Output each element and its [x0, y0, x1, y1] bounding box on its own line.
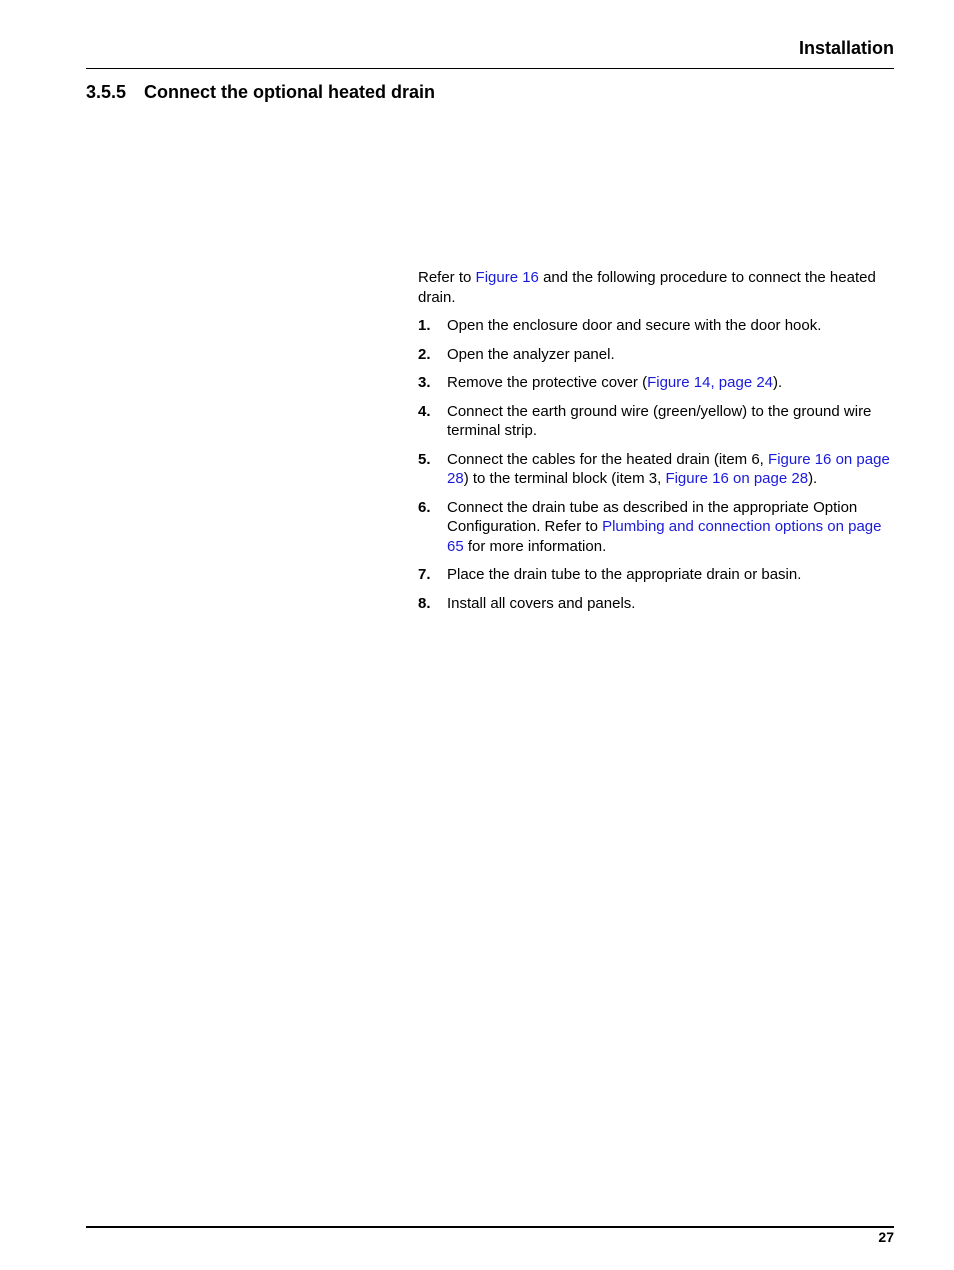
step-number: 3. — [418, 374, 431, 391]
step-text: Install all covers and panels. — [447, 594, 636, 612]
page-header-title: Installation — [798, 38, 894, 58]
header-rule — [86, 68, 894, 69]
intro-paragraph — [418, 268, 890, 307]
step-text: Connect the earth ground wire (green/yellow) to the ground wire terminal strip. — [447, 402, 872, 439]
step-number: 8. — [418, 594, 431, 612]
step-item — [418, 373, 890, 393]
section-number: 3.5.5 — [86, 82, 127, 102]
step-number: 5. — [418, 450, 431, 468]
section-title: Connect the optional heated drain — [144, 82, 436, 102]
step-text: Open the enclosure door and secure with the door hook. — [447, 317, 822, 334]
step-text-post: ). — [773, 374, 783, 391]
step-item — [418, 498, 890, 557]
step-text-mid: ) to the terminal block (item 3, — [463, 470, 666, 487]
plumbing-options-link[interactable]: Plumbing and connection options on page 65 — [447, 518, 882, 555]
step-text-pre: Connect the drain tube as described in the appropriate Option Configuration. Refer to — [447, 498, 858, 535]
page-number: 27 — [878, 1229, 894, 1245]
step-text-post: ). — [808, 470, 818, 487]
step-text-pre: Remove the protective cover ( — [447, 374, 648, 391]
intro-text-post: and the following procedure to connect the heated drain. — [418, 269, 876, 306]
step-number: 2. — [418, 345, 431, 363]
procedure-content — [418, 268, 890, 622]
step-text: Open the analyzer panel. — [447, 345, 615, 363]
section-heading — [86, 82, 435, 103]
step-text: Place the drain tube to the appropriate drain or basin. — [447, 566, 802, 583]
step-item — [418, 345, 890, 365]
intro-text-pre: Refer to — [418, 269, 476, 286]
procedure-steps — [418, 316, 890, 613]
step-item — [418, 594, 890, 614]
figure-16-link[interactable]: Figure 16 on page 28 — [665, 470, 809, 487]
step-text-post: for more information. — [463, 537, 607, 555]
intro-figure-link[interactable]: Figure 16 — [475, 269, 539, 286]
footer-rule — [86, 1226, 894, 1228]
step-item — [418, 402, 890, 441]
step-text-pre: Connect the cables for the heated drain (item 6, — [447, 450, 769, 468]
step-number: 4. — [418, 402, 431, 420]
step-item — [418, 450, 890, 489]
figure-16-link[interactable]: Figure 16 on page 28 — [447, 450, 890, 487]
step-item — [418, 565, 890, 585]
step-number: 6. — [418, 498, 431, 516]
step-number: 1. — [418, 317, 431, 334]
figure-14-link[interactable]: Figure 14, page 24 — [647, 374, 774, 391]
step-number: 7. — [418, 566, 431, 583]
step-item — [418, 316, 890, 336]
